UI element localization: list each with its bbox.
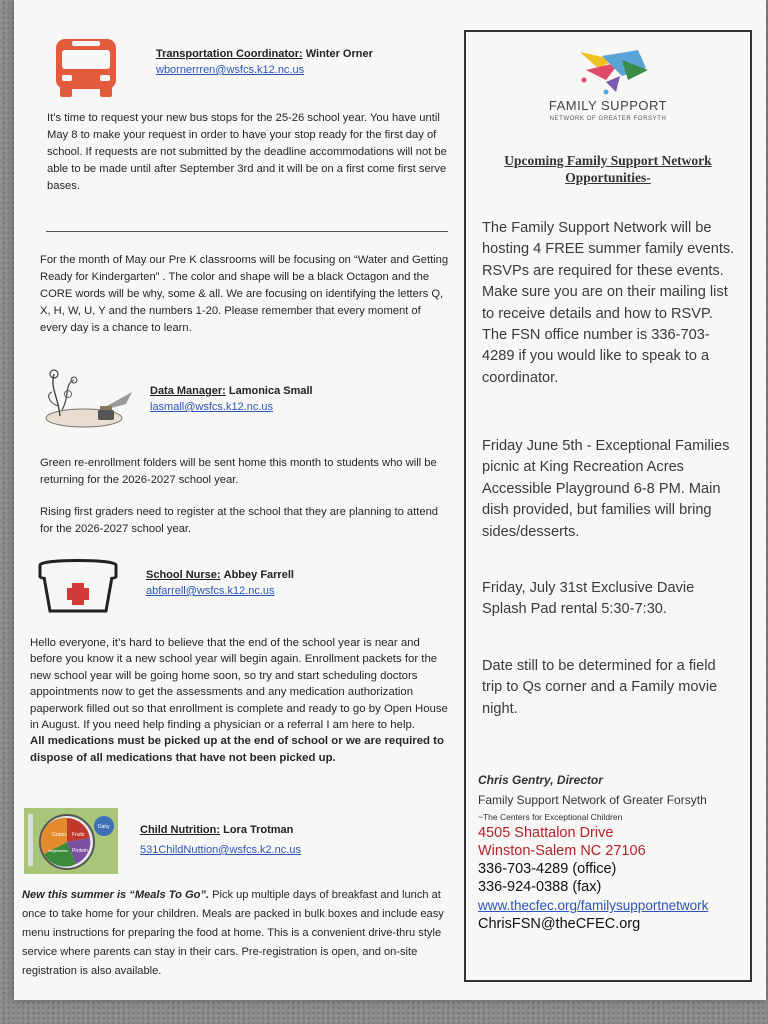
plate-grains-label: Grains <box>52 832 67 838</box>
plate-fruits-label: Fruits <box>72 832 85 838</box>
sidebar-contact <box>478 770 742 934</box>
phone-office: 336-703-4289 (office) <box>478 861 617 877</box>
nutrition-header <box>140 822 301 858</box>
nurse-email-link[interactable]: abfarrell@wsfcs.k12.nc.us <box>146 585 275 597</box>
prek-body: For the month of May our Pre K classrooms will be focusing on “Water and Getting Ready for Kindergarten” . The color and shape will be a black Octagon and the CORE words will be why, some & all. We are focusing on identifying the letters Q, X, H, W, U, Y and the numbers 1-20. Please remember that every moment of every day is a chance to learn. <box>40 254 449 334</box>
nurse-name: Abbey Farrell <box>223 569 294 581</box>
nurse-role: School Nurse: <box>146 569 221 581</box>
nutrition-name: Lora Trotman <box>223 824 294 836</box>
family-support-brand-sub: NETWORK OF GREATER FORSYTH <box>549 116 667 122</box>
contact-email[interactable]: ChrisFSN@theCFEC.org <box>478 916 641 932</box>
nurse-header <box>146 567 294 599</box>
sidebar-event-3: Date still to be determined for a field trip to Qs corner and a Family movie night. <box>482 658 718 717</box>
transportation-email-link[interactable]: wbornerrren@wsfcs.k12.nc.us <box>156 64 305 76</box>
plate-vegetables-label: Vegetables <box>48 848 68 853</box>
center-name: ~The Centers for Exceptional Children <box>478 812 623 822</box>
plate-protein-label: Protein <box>72 848 88 854</box>
nutrition-email-link[interactable]: 531ChildNuttion@wsfcs.k2.nc.us <box>140 844 301 856</box>
family-support-logo-icon <box>576 46 650 96</box>
nurse-body <box>30 635 454 766</box>
transportation-role: Transportation Coordinator: <box>156 48 303 60</box>
nutrition-body-text: Pick up multiple days of breakfast and lunch at once to take home for your children. Meals are packed in bulk boxes and include easy menu instructions for preparing the food at home. This is a convenient drive-thru style service where parents can stay in their cars. Pre-registration is open, and on-site registration is also available. <box>22 889 444 977</box>
nurse-cap-icon <box>34 555 122 615</box>
plant-and-tea-icon <box>40 366 138 434</box>
nurse-body-text: Hello everyone, it’s hard to believe that the end of the school year is near and before you know it a new school year will begin again. Enrollment packets for the new school year will be going home soon, so try and start scheduling doctors appointments now to get the assessments and any medication authorization paperwork filled out so that enrollment is complete and ready to go by Open House in August. If you need help finding a physician or a referral I am here to help. <box>30 637 448 732</box>
left-column <box>14 0 454 1000</box>
family-support-sidebar <box>464 30 752 982</box>
nutrition-lead: New this summer is “Meals To Go”. <box>22 889 209 901</box>
data-manager-email-link[interactable]: lasmall@wsfcs.k12.nc.us <box>150 401 274 413</box>
data-manager-role: Data Manager: <box>150 385 226 397</box>
transportation-header <box>156 46 373 78</box>
phone-fax: 336-924-0388 (fax) <box>478 879 602 895</box>
transportation-body: It’s time to request your new bus stops for the 25-26 school year. You have until May 8 to make your request in order to have your stop ready for the first day of school. If requests are not submitted by the deadline accommodations will not be able to be made until after September 3rd and it will be on a first come first serve bases. <box>47 112 447 192</box>
family-support-brand: FAMILY SUPPORT <box>548 98 668 113</box>
data-manager-body-2: Rising first graders need to register at the school that they are planning to attend for the 2026-2027 school year. <box>40 506 439 535</box>
nurse-medication-notice: All medications must be picked up at the end of school or we are required to dispose of all medications that have not been picked up. <box>30 735 444 764</box>
address-line-1: 4505 Shattalon Drive <box>478 825 614 841</box>
section-divider <box>46 231 448 232</box>
website-link[interactable]: www.thecfec.org/familysupportnetwork <box>478 898 709 913</box>
nutrition-body <box>22 886 456 981</box>
address-line-2: Winston-Salem NC 27106 <box>478 843 646 859</box>
newsletter-page <box>14 0 766 1000</box>
transportation-name: Winter Orner <box>305 48 373 60</box>
plate-dairy-label: Dairy <box>98 824 110 830</box>
sidebar-event-1: Friday June 5th - Exceptional Families picnic at King Recreation Acres Accessible Playground 6-8 PM. Main dish provided, but families will bring sides/desserts. <box>482 438 730 540</box>
organization-name: Family Support Network of Greater Forsyth <box>478 793 707 807</box>
director-name: Chris Gentry, Director <box>478 773 603 787</box>
data-manager-body-1: Green re-enrollment folders will be sent home this month to students who will be returning for the 2026-2027 school year. <box>40 457 437 486</box>
bus-icon <box>52 37 120 99</box>
data-manager-header <box>150 383 313 415</box>
data-manager-name: Lamonica Small <box>228 385 313 397</box>
sidebar-title: Upcoming Family Support Network Opportunities- <box>504 153 712 185</box>
nutrition-role: Child Nutrition: <box>140 824 221 836</box>
plate-icon <box>24 808 118 874</box>
sidebar-intro: The Family Support Network will be hosting 4 FREE summer family events. RSVPs are required for these events. Make sure you are on their mailing list to receive details and how to RSVP. The FSN office number is 336-703-4289 if you would like to speak to a coordinator. <box>482 220 735 386</box>
sidebar-event-2: Friday, July 31st Exclusive Davie Splash Pad rental 5:30-7:30. <box>482 580 695 618</box>
